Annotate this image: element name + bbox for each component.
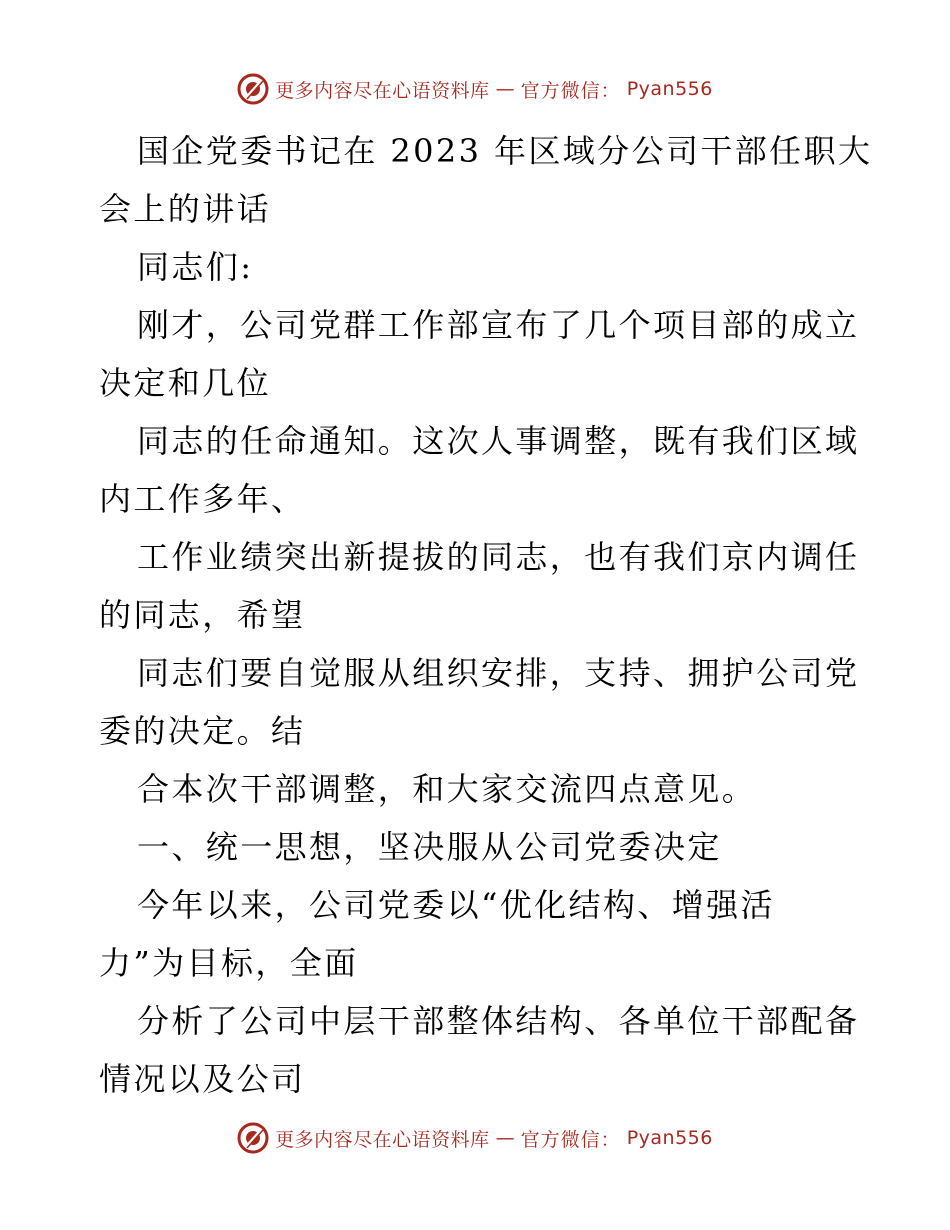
- body-line: 分析了公司中层干部整体结构、各单位干部配备: [137, 1002, 860, 1040]
- title-line-1: 国企党委书记在 2023 年区域分公司干部任职大: [137, 132, 873, 170]
- body-line: 的同志，希望: [99, 596, 306, 634]
- body-line: 同志们要自觉服从组织安排，支持、拥护公司党: [137, 654, 860, 692]
- body-line: 决定和几位: [99, 364, 272, 402]
- body-line: 合本次干部调整，和大家交流四点意见。: [137, 770, 757, 808]
- body-line: 委的决定。结: [99, 712, 306, 750]
- salutation: 同志们:: [137, 248, 254, 286]
- body-line: 工作业绩突出新提拔的同志，也有我们京内调任: [137, 538, 860, 576]
- watermark-brand: 更多内容尽在心语资料库: [275, 79, 490, 102]
- watermark-wechat-label: 官方微信：: [520, 79, 621, 102]
- watermark-separator: —: [495, 1127, 515, 1149]
- title-line-2: 会上的讲话: [99, 190, 272, 228]
- seal-logo-icon: [237, 73, 269, 105]
- section-heading: 一、统一思想，坚决服从公司党委决定: [137, 828, 722, 866]
- seal-logo-icon: [237, 1122, 269, 1154]
- watermark-wechat-id: Pyan556: [626, 1127, 713, 1149]
- body-line: 刚才，公司党群工作部宣布了几个项目部的成立: [137, 306, 860, 344]
- document-body: [99, 122, 873, 1108]
- watermark-wechat-label: 官方微信：: [520, 1128, 621, 1151]
- footer-watermark: [0, 1122, 950, 1154]
- watermark-separator: —: [495, 78, 515, 100]
- header-watermark: [0, 73, 950, 105]
- body-line: 力”为目标，全面: [99, 944, 359, 982]
- body-line: 今年以来，公司党委以“优化结构、增强活: [137, 886, 775, 924]
- watermark-brand: 更多内容尽在心语资料库: [275, 1128, 490, 1151]
- body-line: 情况以及公司: [99, 1060, 306, 1098]
- body-line: 内工作多年、: [99, 480, 306, 518]
- watermark-wechat-id: Pyan556: [626, 78, 713, 100]
- body-line: 同志的任命通知。这次人事调整，既有我们区域: [137, 422, 860, 460]
